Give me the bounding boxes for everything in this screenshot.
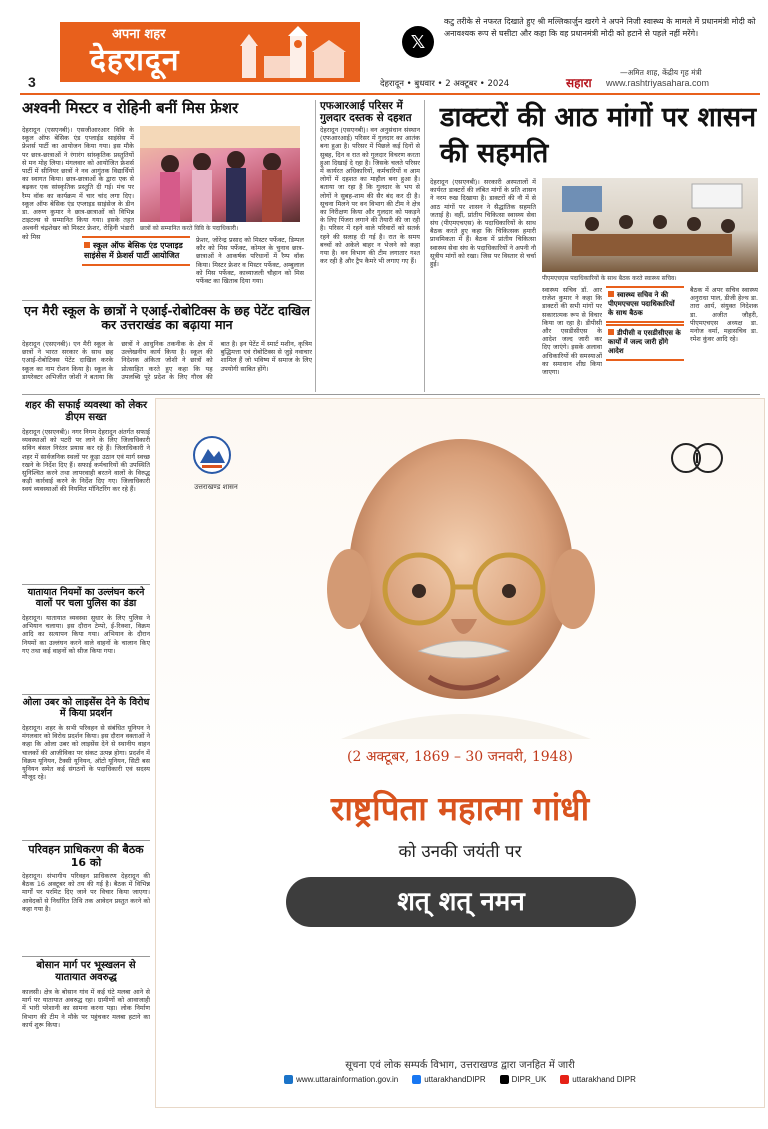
gandhi-dates: (2 अक्टूबर, 1869 – 30 जनवरी, 1948) [347, 749, 573, 765]
divider [22, 394, 760, 395]
ai-robotics-headline: एन मैरी स्कूल के छात्रों ने एआई-रोबोटिक्स के छह पेटेंट दाखिल कर उत्तराखंड का बढ़ाया मान [24, 303, 310, 333]
website-link[interactable]: www.rashtriyasahara.com [606, 78, 710, 88]
dateline: देहरादून • बुधवार • 2 अक्टूबर • 2024 [380, 79, 510, 89]
social-x-label: DIPR_UK [511, 1075, 547, 1084]
social-website-label: www.uttarainformation.gov.in [296, 1075, 399, 1084]
ola-uber-body: देहरादून। शहर के सभी परिवहन से संबंधित यूनियन ने मंगलवार को विरोध प्रदर्शन किया। इस दौरान वक्ताओं ने कहा कि ओला उबर को लाइसेंस देने से स्थानीय वाहन चालकों की आजीविका पर संकट उत्पन्न होगा। प्रदर्शन में विक्रम यूनियन, टैक्सी यूनियन, ऑटो यूनियन, सिटी बस यूनियन समेत कई संगठनों के पदाधिकारी एवं सदस्य मौजूद रहे। [22, 724, 150, 782]
city-title: देहरादून [90, 43, 180, 78]
doctors-callout-1-text: स्वास्थ्य सचिव ने की पीएमएचएस पदाधिकारियों के साथ बैठक [608, 291, 675, 317]
fresher-photo [140, 126, 300, 222]
social-youtube-label: uttarakhand DIPR [572, 1075, 636, 1084]
doctors-body-col1: देहरादून (एसएनबी)। सरकारी अस्पतालों में कार्यरत डाक्टरों की लंबित मांगों के प्रति शासन ने नरम रुख दिखाया है। डाक्टरों की नौ में से आठ मांगों पर शासन ने सैद्धांतिक सहमति जताई है। वहीं, प्रांतीय चिकित्सा स्वास्थ्य सेवा संघ (पीएमएचएस) के पदाधिकारियों के साथ बैठक करते हुए कहा कि चिकित्सक हमारी प्राथमिकता में हैं। बैठक में प्रांतीय चिकित्सा स्वास्थ्य सेवा संघ के पदाधिकारियों ने अपनी नौ सूत्रीय मांगों को रखा। जिस पर विस्तार से चर्चा हुई। [430, 178, 536, 269]
doctors-body-col3: बैठक में अपर सचिव स्वास्थ्य अनुराधा पाल, डीजी हेल्थ डा. तारा आर्य, संयुक्त निदेशक डा. अजीत जौहरी, पीएमएचएस अध्यक्ष डा. मनोज वर्मा, महासचिव डा. रमेश कुंवर आदि रहे। [690, 286, 758, 344]
paper-logo: सहारा [566, 76, 592, 90]
social-x[interactable] [500, 1075, 547, 1084]
doctors-callout-1 [606, 286, 684, 323]
fresher-callout [82, 236, 190, 266]
column-divider [424, 100, 425, 392]
divider [22, 956, 150, 957]
doctors-body-col2: स्वास्थ्य सचिव डॉ. आर राजेश कुमार ने कहा कि डाक्टरों की सभी मांगों पर सकारात्मक रूप से विचार किया जा रहा है। डीपीसी और एसडीसीएस के आदेश जल्द जारी कर दिए जाएंगे। इसके अलावा अधिकारियों की समस्याओं का समाधान शीघ्र किया जाएगा। [542, 286, 602, 377]
clock-tower-skyline-icon [234, 26, 354, 78]
fresher-body-col2: फ्रेशर, जोरेन्द्र प्रसाद को मिस्टर पर्फेक्ट, डिम्पल कौर को मिस पर्फेक्ट, कोमल के चुनाव छात्र-छात्राओं ने आकर्षक परिधानों में रैम्प वॉक किया। मिस्टर फ्रेशर व मिस्टर पर्फेक्ट, अम्बुलाल को मिस पर्फेक्ट, काव्याजली चौहान को मिस पर्फेक्ट का खिताब दिया गया। [196, 236, 304, 286]
fresher-callout-text: स्कूल ऑफ बेसिक एंड एप्लाइड साइंसेस में फ्रेशर्स पार्टी आयोजित [84, 241, 183, 260]
page-number: 3 [28, 74, 36, 90]
facebook-icon [412, 1075, 421, 1084]
doctors-callout-2-text: डीपीसी व एसडीसीएस के कार्यों में जल्द जारी होंगे आदेश [608, 329, 681, 355]
uttarakhand-emblem-icon [192, 435, 232, 481]
divider [22, 694, 150, 695]
social-website[interactable] [284, 1075, 398, 1084]
meeting-table-icon [542, 178, 758, 272]
traffic-body: देहरादून। यातायात व्यवस्था सुधार के लिए पुलिस ने अभियान चलाया। इस दौरान टेम्पो, ई-रिक्शा, विक्रम आदि का सत्यापन किया गया। अभियान के दौरान नियमों का उल्लंघन करने वाले वाहनों के चालान किए गए तथा कई वाहनों को सीज किया गया। [22, 614, 150, 655]
landslide-body: कालसी। क्षेत्र के बोसान गांव में कई घंटे मलबा आने से मार्ग पर यातायात अवरुद्ध रहा। ग्रामीणों को आवाजाही में भारी परेशानी का सामना करना पड़ा। लोक निर्माण विभाग की टीम ने मौके पर पहुंचकर मलबा हटाने का कार्य शुरू किया। [22, 988, 150, 1029]
gandhi-portrait-icon [301, 419, 621, 739]
doctors-meeting-photo [542, 178, 758, 272]
doctors-photo-caption: पीएमएचएस पदाधिकारियों के साथ बैठक करते स्वास्थ्य सचिव। [542, 275, 677, 282]
traffic-headline: यातायात नियमों का उल्लंघन करने वालों पर चला पुलिस का डंडा [27, 587, 145, 609]
dm-headline: शहर की सफाई व्यवस्था को लेकर डीएम सख्त [24, 400, 148, 423]
social-facebook-label: uttarakhandDIPR [424, 1075, 486, 1084]
fresher-stage-figures-icon [140, 126, 300, 222]
rto-headline: परिवहन प्राधिकरण की बैठक 16 को [28, 843, 144, 869]
callout-square-icon [84, 242, 90, 248]
swachh-bharat-logo-icon [668, 439, 726, 477]
x-logo-icon: 𝕏 [402, 26, 434, 58]
landslide-headline: बोसान मार्ग पर भूस्खलन से यातायात अवरुद्ध [36, 960, 136, 983]
apna-shahar-label: अपना शहर [112, 27, 166, 42]
social-facebook[interactable] [412, 1075, 485, 1084]
social-youtube[interactable] [560, 1075, 636, 1084]
ad-social-links [156, 1075, 764, 1084]
city-brand [60, 22, 360, 82]
column-divider [315, 100, 316, 392]
tweet-quote: कटु तरीके से नफरत दिखाते हुए श्री मल्लिकार्जुन खरगे ने अपने निजी स्वास्थ्य के मामले में प्रधानमंत्री मोदी को अनावश्यक रूप से घसीटा और कहा कि वह प्रधानमंत्री मोदी को हटाने से पहले नहीं मरेंगे। [444, 17, 756, 38]
guldar-body: देहरादून (एसएनबी)। वन अनुसंधान संस्थान (एफआरआई) परिसर में गुलदार का आतंक बना हुआ है। परिसर में पिछले कई दिनों से सुबह, दिन व रात को गुलदार विचरण करता हुआ दिखाई दे रहा है। जिसके चलते परिसर में कार्यरत अधिकारियों, कर्मचारियों व आम लोगों में दहशत का माहौल बना हुआ है। बताया जा रहा है कि गुलदार के भय से लोगों ने सुबह-शाम की सैर बंद कर दी है। सूचना मिलने पर वन विभाग की टीम ने क्षेत्र का निरीक्षण किया और गुलदार को पकड़ने के लिए पिंजरा लगाने की तैयारी की जा रही है। परिसर में रहने वाले परिवारों को सतर्क रहने की सलाह दी गई है। रात के समय बच्चों को अकेले बाहर न भेजने को कहा गया है। वन विभाग की टीम लगातार गश्त कर रही है और ट्रैप कैमरे भी लगाए गए हैं। [320, 126, 420, 266]
doctors-callout-2 [606, 324, 684, 361]
callout-square-icon [608, 291, 614, 297]
masthead-rule [20, 93, 760, 95]
globe-icon [284, 1075, 293, 1084]
doctors-headline: डाक्टरों की आठ मांगों पर शासन की सहमति [440, 102, 757, 169]
divider [22, 300, 312, 301]
fresher-body-col1: देहरादून (एसएनबी)। एसजीआरआर विवि के स्कूल ऑफ बेसिक एंड एप्लाईड साइंसेस में फ्रेशर्स पार्टी का आयोजन किया गया। इस मौके पर छात्र-छात्राओं ने रंगारंग सांस्कृतिक प्रस्तुतियों से मन मोह लिया। मंगलवार को आयोजित फ्रेशर्स पार्टी में सीनियर छात्रों ने नव आगुंतक विद्यार्थियों का स्वागत किया। छात्र-छात्राओं के द्वारा एक से बढ़कर एक सांस्कृतिक प्रस्तुति दी गई। मंच पर रैम्प वॉक का कार्यक्रम में चार चांद लगा दिए। स्कूल ऑफ बेसिक एंड एप्लाइड साइंसेज के डीन डा. अरुण कुमार ने छात्र-छात्राओं को विभिन्न टाइटल्स से सम्मानित किया गया। इसके तहत अश्वनी चंद्रशेखर को मिस्टर फ्रेशर, रोहिनी भंडारी को मिस [22, 126, 134, 241]
ad-issuer: सूचना एवं लोक सम्पर्क विभाग, उत्तराखण्ड द्वारा जनहित में जारी [345, 1060, 575, 1071]
youtube-icon [560, 1075, 569, 1084]
divider [22, 840, 150, 841]
x-icon [500, 1075, 509, 1084]
masthead [0, 0, 768, 95]
rto-body: देहरादून। संभागीय परिवहन प्राधिकरण देहरादून की बैठक 16 अक्टूबर को तय की गई है। बैठक में विभिन्न मार्गों पर परमिट दिए जाने पर विचार किया जाएगा। आवेदकों से निर्धारित तिथि तक आवेदन प्रस्तुत करने को कहा गया है। [22, 872, 150, 913]
fresher-photo-caption: छात्रों को सम्मानित करते विवि के पदाधिकारी। [140, 225, 239, 232]
ad-title: राष्ट्रपिता महात्मा गांधी [330, 789, 590, 828]
guldar-headline: एफआरआई परिसर में गुलदार दस्तक से दहशत [320, 100, 412, 125]
tribute-banner: शत् शत् नमन [286, 877, 636, 927]
gov-label: उत्तराखण्ड शासन [194, 483, 238, 491]
ola-uber-headline: ओला उबर को लाइसेंस देने के विरोध में किया प्रदर्शन [22, 697, 150, 719]
gandhi-jayanti-ad [155, 398, 765, 1108]
ai-robotics-body: देहरादून (एसएनबी)। एन मैरी स्कूल के छात्रों ने भारत सरकार के साथ छह एआई-रोबोटिक्स पेटेंट दाखिल करके स्कूल का नाम रोशन किया है। स्कूल के डायरेक्टर अभिजीत जोशी ने बताया कि छात्रों ने आधुनिक तकनीक के क्षेत्र में उल्लेखनीय कार्य किया है। स्कूल की निदेशक अंकिता जोशी ने छात्रों को प्रोत्साहित करते हुए कहा कि यह उपलब्धि पूरे प्रदेश के लिए गौरव की बात है। इन पेटेंट में स्मार्ट मशीन, कृत्रिम बुद्धिमत्ता एवं रोबोटिक्स से जुड़े नवाचार शामिल हैं जो भविष्य में समाज के लिए उपयोगी साबित होंगे। [22, 340, 312, 381]
fresher-headline: अश्वनी मिस्टर व रोहिनी बनीं मिस फ्रेशर [22, 99, 239, 117]
tweet-author: —अमित शाह, केंद्रीय गृह मंत्री [620, 68, 702, 77]
dm-body: देहरादून (एसएनबी)। नगर निगम देहरादून अंतर्गत सफाई व्यवस्थाओं को पटरी पर लाने के लिए जिलाधिकारी सविन बंसल निरंतर प्रयास कर रहे हैं। जिलाधिकारी ने शहर में सार्वजनिक स्थलों पर कूड़ा उठान एवं मार्ग स्वच्छ रखने के निर्देश दिए हैं। सफाई कर्मचारियों की उपस्थिति सुनिश्चित करने तथा लापरवाही बरतने वालों के विरुद्ध कड़ी कार्रवाई करने के निर्देश दिए गए। जिलाधिकारी स्वयं व्यवस्थाओं की नियमित मॉनिटरिंग कर रहे हैं। [22, 428, 150, 494]
divider [22, 584, 150, 585]
callout-square-icon [608, 329, 614, 335]
ad-subtitle: को उनकी जयंती पर [398, 842, 522, 862]
